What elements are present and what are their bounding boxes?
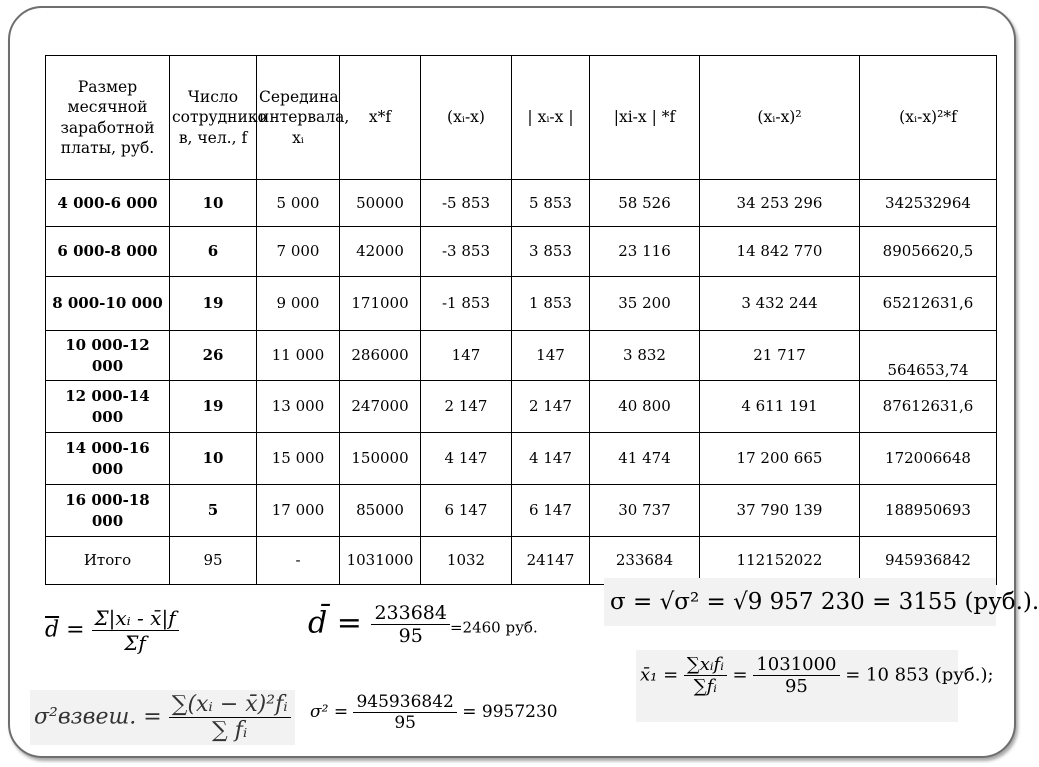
table-cell: 171000 bbox=[340, 277, 421, 331]
table-cell: 34 253 296 bbox=[700, 180, 860, 227]
table-cell: 19 bbox=[170, 277, 257, 331]
table-cell: 85000 bbox=[340, 485, 421, 537]
formula-mean-result: = 10 853 (руб.); bbox=[845, 664, 994, 686]
table-cell: 19 bbox=[170, 381, 257, 433]
formula-mean-denominator: ∑fᵢ bbox=[693, 676, 717, 697]
total-cell: 233684 bbox=[590, 537, 700, 585]
table-row bbox=[46, 331, 997, 381]
header-cell: | xᵢ-x | bbox=[512, 56, 590, 180]
interval-cell: 12 000-14 000 bbox=[46, 381, 170, 433]
formula-d-calc-denominator: 95 bbox=[398, 625, 423, 647]
total-cell: 95 bbox=[170, 537, 257, 585]
table-cell: 65212631,6 bbox=[860, 277, 997, 331]
salary-distribution-table bbox=[45, 55, 997, 585]
table-cell: 13 000 bbox=[257, 381, 340, 433]
formula-d-calc-lhs: d̄ = bbox=[308, 605, 362, 641]
header-cell: Размер месячной заработной платы, руб. bbox=[46, 56, 170, 180]
table-cell: -3 853 bbox=[421, 227, 512, 277]
total-cell: - bbox=[257, 537, 340, 585]
table-cell: 4 611 191 bbox=[700, 381, 860, 433]
formula-d-numerator: Σ|xᵢ - x̄|f bbox=[92, 606, 179, 631]
table-cell: 4 147 bbox=[421, 433, 512, 485]
header-cell: |xi-x | *f bbox=[590, 56, 700, 180]
formula-mean-numerator-value: 1031000 bbox=[753, 654, 839, 676]
table-cell: 564653,74 bbox=[860, 331, 997, 381]
total-cell: 945936842 bbox=[860, 537, 997, 585]
formula-d-calc-result: =2460 руб. bbox=[449, 618, 538, 637]
table-cell: 188950693 bbox=[860, 485, 997, 537]
total-cell: 1031000 bbox=[340, 537, 421, 585]
formula-d-general: $\overline{d}$ = $\frac{\text{Σ|xᵢ - x̄|f}}{\Sigma f}$ bbox=[45, 606, 179, 655]
table-row bbox=[46, 485, 997, 537]
table-cell: 2 147 bbox=[512, 381, 590, 433]
table-cell: 17 200 665 bbox=[700, 433, 860, 485]
total-cell: 1032 bbox=[421, 537, 512, 585]
formula-sigma bbox=[604, 578, 1039, 626]
formula-d-calc-numerator: 233684 bbox=[371, 602, 450, 625]
formula-d-calc bbox=[308, 602, 538, 647]
table-cell: 6 147 bbox=[421, 485, 512, 537]
interval-cell: 14 000-16 000 bbox=[46, 433, 170, 485]
formula-sigma-text: σ = √σ² = √9 957 230 = 3155 (руб.). bbox=[610, 589, 1039, 615]
formula-variance-calc-result: = 9957230 bbox=[462, 702, 558, 722]
header-cell: (xᵢ-x) bbox=[421, 56, 512, 180]
table-cell: 3 432 244 bbox=[700, 277, 860, 331]
table-cell: 5 bbox=[170, 485, 257, 537]
table-header-row bbox=[46, 56, 997, 180]
table-cell: 9 000 bbox=[257, 277, 340, 331]
table-cell: 1 853 bbox=[512, 277, 590, 331]
table-cell: 6 bbox=[170, 227, 257, 277]
table-row bbox=[46, 433, 997, 485]
header-cell: (xᵢ-x)² bbox=[700, 56, 860, 180]
table-cell: 17 000 bbox=[257, 485, 340, 537]
table-cell: 37 790 139 bbox=[700, 485, 860, 537]
table-cell: 30 737 bbox=[590, 485, 700, 537]
table-cell: 15 000 bbox=[257, 433, 340, 485]
header-cell: (xᵢ-x)²*f bbox=[860, 56, 997, 180]
table-cell: 26 bbox=[170, 331, 257, 381]
table-cell: -1 853 bbox=[421, 277, 512, 331]
table-cell: 50000 bbox=[340, 180, 421, 227]
formula-variance-numerator: ∑(xᵢ − x̄)²fᵢ bbox=[169, 692, 291, 718]
table-cell: 11 000 bbox=[257, 331, 340, 381]
interval-cell: 4 000-6 000 bbox=[46, 180, 170, 227]
table-cell: 35 200 bbox=[590, 277, 700, 331]
table-cell: 150000 bbox=[340, 433, 421, 485]
table-cell: 3 832 bbox=[590, 331, 700, 381]
table-cell: 10 bbox=[170, 433, 257, 485]
table-cell: 10 bbox=[170, 180, 257, 227]
table-cell: 89056620,5 bbox=[860, 227, 997, 277]
table-row bbox=[46, 381, 997, 433]
formula-mean-denominator-value: 95 bbox=[784, 676, 808, 697]
table-cell: 172006648 bbox=[860, 433, 997, 485]
table-row bbox=[46, 277, 997, 331]
table-cell: 58 526 bbox=[590, 180, 700, 227]
table-row bbox=[46, 180, 997, 227]
formula-mean-lhs: x̄₁ = bbox=[640, 664, 679, 686]
total-cell: Итого bbox=[46, 537, 170, 585]
table-cell: 23 116 bbox=[590, 227, 700, 277]
formula-variance-denominator: ∑ fᵢ bbox=[212, 718, 248, 743]
table-row bbox=[46, 227, 997, 277]
table-cell: 7 000 bbox=[257, 227, 340, 277]
interval-cell: 8 000-10 000 bbox=[46, 277, 170, 331]
interval-cell: 10 000-12 000 bbox=[46, 331, 170, 381]
interval-cell: 6 000-8 000 bbox=[46, 227, 170, 277]
table-cell: 342532964 bbox=[860, 180, 997, 227]
table-cell: -5 853 bbox=[421, 180, 512, 227]
table-cell: 4 147 bbox=[512, 433, 590, 485]
table-cell: 147 bbox=[421, 331, 512, 381]
formula-d-denominator: Σf bbox=[124, 631, 146, 655]
formula-mean: x̄₁ = $\frac{\text{∑xᵢfᵢ}}{\text{∑fᵢ}}$ = $\frac{1031000}{95}$ = 10 853 (руб.); bbox=[636, 650, 958, 722]
formula-variance-calc-numerator: 945936842 bbox=[353, 692, 456, 713]
table-cell: 247000 bbox=[340, 381, 421, 433]
formula-mean-numerator: ∑xᵢfᵢ bbox=[684, 654, 727, 676]
header-cell: Число сотруднико в, чел., f bbox=[170, 56, 257, 180]
formula-variance-calc-lhs: σ² = bbox=[310, 702, 349, 722]
formula-variance-calc-denominator: 95 bbox=[394, 713, 416, 733]
total-cell: 24147 bbox=[512, 537, 590, 585]
header-cell: Середина интервала, xᵢ bbox=[257, 56, 340, 180]
formula-variance-lhs: σ²взвеш. = bbox=[34, 704, 162, 730]
table-cell: 40 800 bbox=[590, 381, 700, 433]
table-cell: 147 bbox=[512, 331, 590, 381]
table-cell: 2 147 bbox=[421, 381, 512, 433]
table-cell: 5 853 bbox=[512, 180, 590, 227]
interval-cell: 16 000-18 000 bbox=[46, 485, 170, 537]
formula-variance-general bbox=[30, 690, 295, 745]
table-cell: 3 853 bbox=[512, 227, 590, 277]
table-cell: 42000 bbox=[340, 227, 421, 277]
table-cell: 21 717 bbox=[700, 331, 860, 381]
table-cell: 6 147 bbox=[512, 485, 590, 537]
table-cell: 87612631,6 bbox=[860, 381, 997, 433]
total-cell: 112152022 bbox=[700, 537, 860, 585]
formula-d-lhs: $\overline{d}$ bbox=[45, 617, 60, 643]
table-cell: 5 000 bbox=[257, 180, 340, 227]
header-cell: x*f bbox=[340, 56, 421, 180]
formula-variance-calc bbox=[310, 692, 558, 733]
table-cell: 286000 bbox=[340, 331, 421, 381]
table-cell: 41 474 bbox=[590, 433, 700, 485]
table-cell: 14 842 770 bbox=[700, 227, 860, 277]
